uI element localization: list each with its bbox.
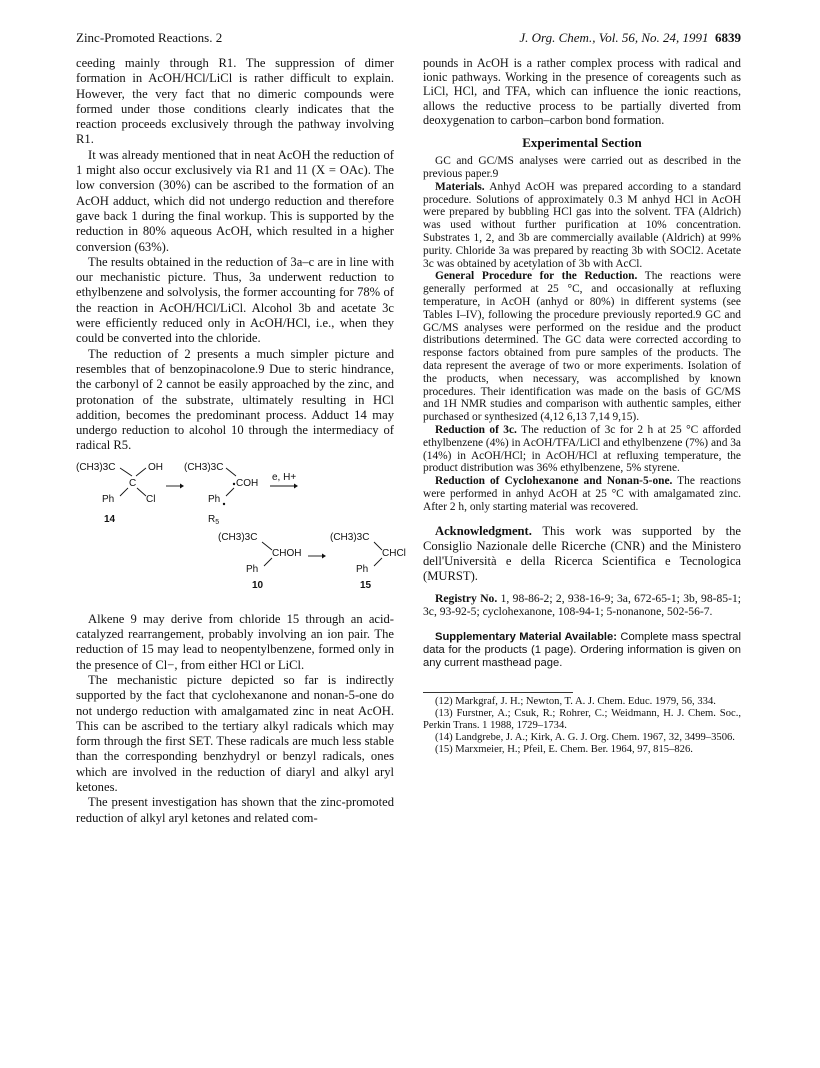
- tbu-label-14: (CH3)3C: [76, 461, 116, 473]
- tbu-label-10: (CH3)3C: [218, 531, 258, 543]
- run-in-heading: Reduction of 3c.: [435, 423, 517, 436]
- materials-paragraph: [423, 181, 741, 271]
- reference-item: (12) Markgraf, J. H.; Newton, T. A. J. Chem. Educ. 1979, 56, 334.: [435, 695, 716, 707]
- paragraph: The reduction of 2 presents a much simpler picture and resembles that of benzopinacolone.9 Due to steric hindrance, the carbonyl of 2 cannot be easily approached by the zinc, and protonation of the substrate, ultimately resulting in HCl addition, becomes the predominant process. Adduct 14 may undergo reduction to alcohol 10 through the intermediacy of radical R5.: [76, 346, 394, 453]
- run-in-heading: Acknowledgment.: [435, 523, 532, 538]
- paragraph-text: The reactions were generally performed at 25 °C, and occasionally at refluxing temperature, in AcOH (anhyd or 80%) in different systems (see Tables I–IV), following the procedure previously reported.9 GC and GC/MS analyses were performed on the residue and the product distributions determined. The GC data were corrected according to response factors obtained from pure samples of the products. The data represent the average of two or more experiments. Isolation of the products, when necessary, was accomplished by known procedures. Their identification was made on the basis of GC/MS and 1H NMR studies and comparison with authentic samples, either purchased or synthesized (4,12 6,13 7,14 9,15).: [423, 270, 741, 424]
- procedure-paragraph: [423, 270, 741, 424]
- bond: [264, 558, 272, 566]
- reference-item: (15) Marxmeier, H.; Pfeil, E. Chem. Ber. 1964, 97, 815–826.: [435, 744, 693, 756]
- run-in-heading: Registry No.: [435, 591, 498, 605]
- ph-label-14: Ph: [102, 493, 115, 505]
- paragraph-text: The reactions were performed in anhyd AcOH at 25 °C with amalgamated zinc. After 2 h, only starting material was recovered.: [423, 475, 741, 513]
- choh-label: CHOH: [272, 547, 302, 559]
- reagent-label: e, H+: [272, 471, 297, 483]
- paragraph: The mechanistic picture depicted so far is indirectly supported by the fact that cyclohexanone and nonan-5-one do not undergo reduction with amalgamated zinc in neat AcOH. This can be ascribed to the tertiary alkyl radicals which may form through the first SET. These radicals are much less stable than the corresponding benzhydryl or benzyl radicals, ones which are involved in the reduction of diaryl and alkyl aryl ketones.: [76, 672, 394, 794]
- compound-label-15: 15: [360, 579, 372, 591]
- paragraph-text: This work was supported by the Consiglio Nazionale delle Ricerche (CNR) and the Ministero dell'Università e della Ricerca Scientifica e Tecnologica (MURST).: [423, 523, 742, 583]
- paragraph-text: Complete mass spectral data for the products (1 page). Ordering information is given on any current masthead page.: [423, 630, 742, 669]
- ph-label-r5: Ph: [208, 493, 221, 505]
- arrow-head: [322, 553, 326, 558]
- run-in-heading: Materials.: [435, 180, 485, 193]
- bond: [137, 488, 146, 496]
- section-heading: Experimental Section: [522, 135, 642, 151]
- arrow-head: [294, 483, 298, 488]
- ph-label-10: Ph: [246, 563, 259, 575]
- paragraph-text: Anhyd AcOH was prepared according to a standard procedure. Solutions of approximately 0.3 M anhyd HCl in AcOH were prepared by bubbling HCl gas into the solvent. TFA (Aldrich) was used without further purification at 10% concentration. Substrates 1, 2, and 3b are commercially available (Aldrich) at 99% purity. Chloride 3a was prepared by reacting 3b with SOCl2. Acetate 3c was obtained by acetylation of 3b with AcCl.: [423, 180, 741, 270]
- paragraph: It was already mentioned that in neat AcOH the reduction of 1 might also occur exclusively via R1 and 11 (X = OAc). The low conversion (30%) can be ascribed to the formation of an AcOH adduct, which did not undergo reduction and therefore gave back 1 during the final workup. This is supported by the reduction in 80% aqueous AcOH, which resulted in a higher conversion (63%).: [76, 147, 394, 254]
- paragraph: Alkene 9 may derive from chloride 15 through an acid-catalyzed rearrangement, probably involving an ion pair. The reduction of 15 may lead to neopentylbenzene, formed only in the presence of Cl−, from either HCl or LiCl.: [76, 611, 394, 672]
- tbu-label-r5: (CH3)3C: [184, 461, 224, 473]
- bond: [120, 468, 132, 476]
- paragraph: pounds in AcOH is a rather complex process with radical and ionic pathways. Working in the presence of coreagents such as LiCl, HCl, and TFA, which can influence the ionic reactions, allows the reductive process to be partially diverted from deoxygenation to carbon–carbon bond formation.: [423, 56, 741, 127]
- bond: [374, 558, 382, 566]
- registry-numbers: [423, 592, 741, 619]
- run-in-heading: Reduction of Cyclohexanone and Nonan-5-one.: [435, 475, 673, 488]
- paragraph: ceeding mainly through R1. The suppression of dimer formation in AcOH/HCl/LiCl is rather difficult to explain. However, the very fact that no dimeric compounds were formed under those conditions clearly indicates that the reaction proceeds exclusively through the pathway involving R1.: [76, 56, 394, 147]
- paragraph: GC and GC/MS analyses were carried out as described in the previous paper.9: [423, 155, 741, 181]
- scheme-svg: [76, 460, 406, 576]
- oh-label-14: OH: [148, 461, 163, 473]
- running-header: [76, 30, 741, 48]
- journal-volume: Vol. 56, No. 24, 1991: [598, 30, 709, 45]
- reduction-ketones-paragraph: [423, 475, 741, 513]
- paragraph-text: The reduction of 3c for 2 h at 25 °C afforded ethylbenzene (4%) in AcOH/TFA/LiCl and ethylbenzene (7%) and 3a (14%) in AcOH/HCl; in AcOH/HCl at refluxing temperature, the product distribution was 36% ethylbenzene, 5% styrene.: [423, 423, 741, 475]
- paragraph: The present investigation has shown that the zinc-promoted reduction of alkyl aryl ketones and related com-: [76, 795, 394, 825]
- page-number: 6839: [715, 30, 741, 45]
- bond: [120, 488, 128, 496]
- coh-label: COH: [236, 477, 259, 489]
- radical-dot: [233, 483, 235, 485]
- subscript: 5: [215, 518, 220, 526]
- left-column: [76, 56, 406, 826]
- radical-dot: [223, 503, 225, 505]
- chcl-label: CHCl: [382, 547, 406, 559]
- cl-label-14: Cl: [146, 493, 156, 505]
- paragraph: The results obtained in the reduction of 3a–c are in line with our mechanistic picture. Thus, 3a underwent reduction to ethylbenzene and solvolysis, the former accounting for 78% of the reaction in AcOH/HCl/LiCl. Alcohol 3b and acetate 3c were efficiently reduced only in AcOH/HCl, i.e., when they could be converted into the chloride.: [76, 254, 394, 346]
- references: [423, 696, 741, 757]
- right-column: [423, 56, 741, 757]
- bond: [226, 488, 234, 496]
- acknowledgment: [423, 524, 741, 584]
- bond: [374, 542, 382, 550]
- carbon-label-14: C: [129, 477, 137, 489]
- journal-citation: [519, 30, 741, 46]
- run-in-heading: General Procedure for the Reduction.: [435, 270, 638, 283]
- run-in-heading: Supplementary Material Available:: [435, 630, 617, 643]
- compound-label-r5: $R_5$: [208, 513, 220, 526]
- bond: [226, 468, 236, 476]
- paragraph-text: 1, 98-86-2; 2, 938-16-9; 3a, 672-65-1; 3b, 98-85-1; 3c, 93-92-5; cyclohexanone, 108-94-1; 5-nonanone, 502-56-7.: [423, 591, 741, 619]
- running-title: Zinc-Promoted Reactions. 2: [76, 30, 223, 45]
- scheme-labels-svg: [76, 576, 394, 606]
- arrow-head: [180, 483, 184, 488]
- bond: [262, 542, 272, 550]
- supplementary-material: [423, 631, 741, 670]
- ph-label-15: Ph: [356, 563, 369, 575]
- compound-label-14: 14: [104, 513, 116, 525]
- tbu-label-15: (CH3)3C: [330, 531, 370, 543]
- bond: [136, 468, 146, 476]
- reduction-3c-paragraph: [423, 424, 741, 475]
- reaction-scheme: [76, 460, 406, 692]
- compound-label-10: 10: [252, 579, 264, 591]
- reference-item: (13) Furstner, A.; Csuk, R.; Rohrer, C.; Weidmann, H. J. Chem. Soc., Perkin Trans. 1 1988, 1729–1734.: [423, 707, 741, 731]
- journal-name: J. Org. Chem.,: [519, 30, 596, 45]
- reference-item: (14) Landgrebe, J. A.; Kirk, A. G. J. Org. Chem. 1967, 32, 3499–3506.: [435, 732, 735, 744]
